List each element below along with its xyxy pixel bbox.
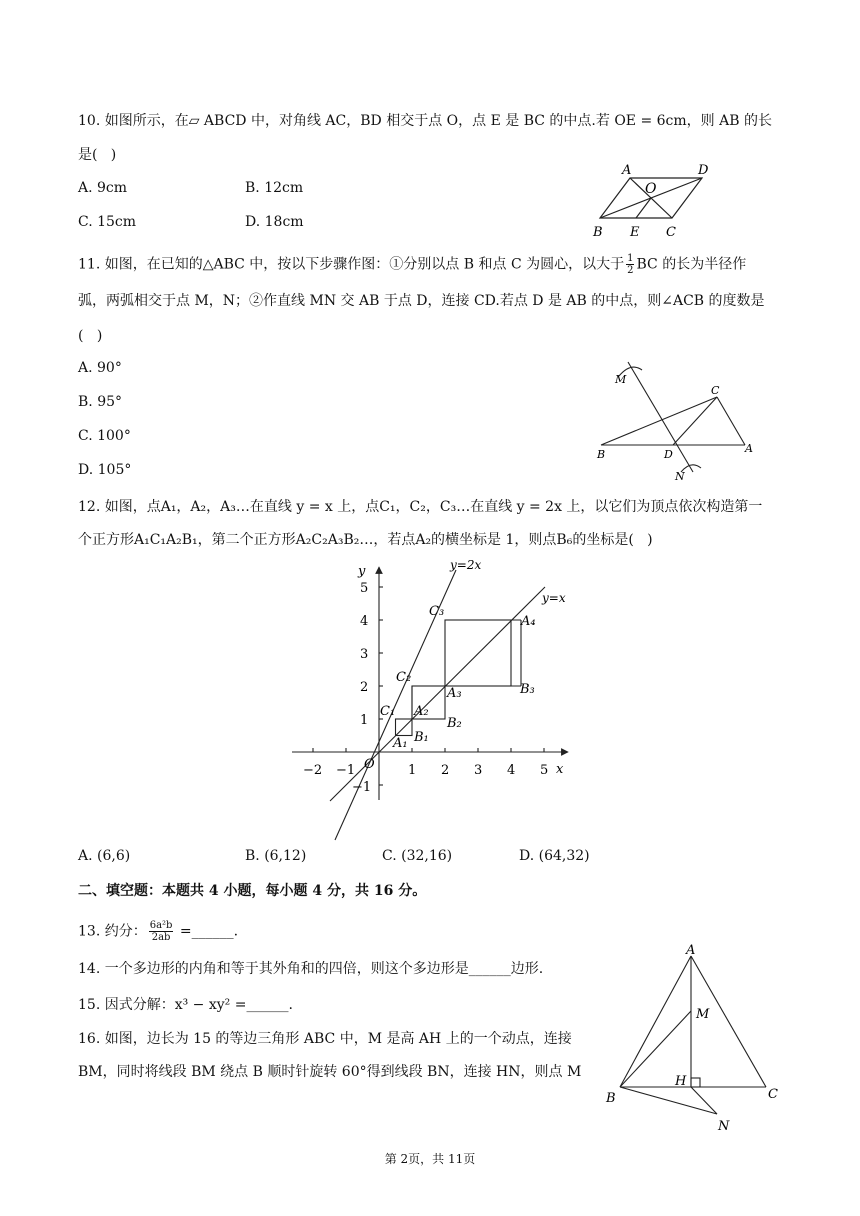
- q11-option-d: D. 105°: [78, 462, 132, 478]
- q12-x-tick: 3: [474, 763, 483, 778]
- q11-label-m: M: [615, 373, 627, 386]
- q12-stem-line1: 12. 如图，点A₁，A₂，A₃…在直线 y = x 上，点C₁，C₂，C₃…在直线 y = 2x 上，以它们为顶点依次构造第一: [78, 499, 763, 515]
- q11-stem-line1-b: BC 的长为半径作: [636, 256, 747, 273]
- q12-x-tick: 2: [441, 763, 450, 778]
- q11-frac-den: 2: [627, 265, 634, 276]
- q12-point-a3: A₃: [447, 686, 462, 701]
- q16-label-c: C: [768, 1087, 778, 1102]
- section2-heading: 二、填空题：本题共 4 小题，每小题 4 分，共 16 分。: [78, 883, 427, 899]
- q11-stem-line2: 弧，两弧相交于点 M，N；②作直线 MN 交 AB 于点 D，连接 CD.若点 D 是 AB 的中点，则∠ACB 的度数是: [78, 293, 765, 309]
- q15-stem: 15. 因式分解：x³ − xy² =______.: [78, 997, 293, 1013]
- q12-stem-line2: 个正方形A₁C₁A₂B₁，第二个正方形A₂C₂A₃B₂…，若点A₂的横坐标是 1，则点B₆的坐标是( ): [78, 532, 653, 548]
- q10-stem-line1: 10. 如图所示，在▱ ABCD 中，对角线 AC，BD 相交于点 O，点 E 是 BC 的中点.若 OE = 6cm，则 AB 的长: [78, 113, 772, 129]
- q12-x-tick: −1: [336, 763, 356, 778]
- q11-label-a: A: [745, 442, 753, 455]
- q11-triangle-figure: [595, 350, 765, 483]
- q12-point-b2: B₂: [447, 716, 462, 731]
- q13-frac-den: 2ab: [151, 932, 171, 943]
- q11-fraction: [626, 253, 634, 276]
- q12-y-tick: 2: [360, 680, 369, 695]
- q12-graph: [290, 555, 580, 815]
- page-footer: 第 2页，共 11页: [384, 1152, 476, 1166]
- q12-label-yx: y=x: [542, 591, 566, 605]
- q12-option-a: A. (6,6): [78, 848, 131, 864]
- q12-x-tick: 5: [540, 763, 549, 778]
- q11-label-b: B: [597, 448, 606, 461]
- q10-option-b: B. 12cm: [245, 180, 304, 196]
- q16-label-a: A: [686, 943, 696, 958]
- q11-option-b: B. 95°: [78, 394, 123, 410]
- q11-stem-line1-a: 11. 如图，在已知的△ABC 中，按以下步骤作图：①分别以点 B 和点 C 为圆心，以大于: [78, 256, 625, 273]
- q10-option-a: A. 9cm: [78, 180, 128, 196]
- q10-stem-line2: 是( ): [78, 147, 117, 163]
- q12-point-b3: B₃: [520, 682, 535, 697]
- q10-label-b: B: [593, 225, 603, 240]
- q12-y-tick: −1: [352, 780, 372, 795]
- q13-frac-num: 6a²b: [149, 920, 173, 931]
- q16-stem-line1: 16. 如图，边长为 15 的等边三角形 ABC 中，M 是高 AH 上的一个动点，连接: [78, 1031, 572, 1047]
- q13-suffix: =______.: [175, 923, 239, 940]
- q12-option-b: B. (6,12): [245, 848, 307, 864]
- q12-point-c1: C₁: [380, 704, 396, 719]
- q11-stem-line3: ( ): [78, 328, 103, 344]
- q12-axis-y-label: y: [358, 564, 366, 579]
- q12-y-tick: 1: [360, 713, 369, 728]
- q10-option-d: D. 18cm: [245, 214, 304, 230]
- q12-point-a1: A₁: [393, 736, 408, 751]
- q13-prefix: 13. 约分：: [78, 923, 147, 940]
- q12-label-y2x: y=2x: [450, 558, 482, 572]
- q16-label-h: H: [675, 1074, 687, 1089]
- q12-x-tick: 4: [507, 763, 516, 778]
- q16-triangle-figure: [600, 942, 790, 1142]
- q11-frac-num: 1: [627, 253, 634, 264]
- q14-stem: 14. 一个多边形的内角和等于其外角和的四倍，则这个多边形是______边形.: [78, 961, 544, 977]
- q11-label-n: N: [675, 470, 685, 483]
- q11-option-c: C. 100°: [78, 428, 131, 444]
- q12-origin-label: O: [364, 757, 375, 772]
- q11-stem-line1: [78, 253, 746, 276]
- q12-point-c3: C₃: [429, 604, 445, 619]
- q12-y-tick: 5: [360, 581, 369, 596]
- q16-label-n: N: [718, 1119, 730, 1134]
- q12-y-tick: 4: [360, 614, 369, 629]
- q12-axis-x-label: x: [556, 762, 564, 777]
- q12-point-a4: A₄: [521, 614, 536, 629]
- q12-option-d: D. (64,32): [519, 848, 590, 864]
- q12-option-c: C. (32,16): [382, 848, 453, 864]
- q13-fraction: [149, 920, 174, 943]
- q10-label-e: E: [630, 225, 640, 240]
- q11-label-d: D: [664, 448, 673, 461]
- q12-y-tick: 3: [360, 647, 369, 662]
- q12-point-b1: B₁: [414, 730, 429, 745]
- q10-parallelogram-figure: [590, 160, 720, 240]
- q12-point-a2: A₂: [414, 704, 429, 719]
- q10-label-a: A: [622, 163, 632, 178]
- q10-label-c: C: [666, 225, 676, 240]
- q10-label-d: D: [698, 163, 709, 178]
- q16-label-b: B: [606, 1091, 616, 1106]
- q12-x-tick: 1: [408, 763, 417, 778]
- q10-label-o: O: [645, 181, 657, 197]
- q11-label-c: C: [711, 384, 720, 397]
- q16-label-m: M: [696, 1007, 710, 1022]
- q12-x-tick: −2: [303, 763, 323, 778]
- q12-point-c2: C₂: [396, 670, 412, 685]
- q16-stem-line2: BM，同时将线段 BM 绕点 B 顺时针旋转 60°得到线段 BN，连接 HN，则点 M: [78, 1064, 582, 1080]
- q11-option-a: A. 90°: [78, 360, 122, 376]
- q10-option-c: C. 15cm: [78, 214, 137, 230]
- q13-stem: [78, 920, 238, 943]
